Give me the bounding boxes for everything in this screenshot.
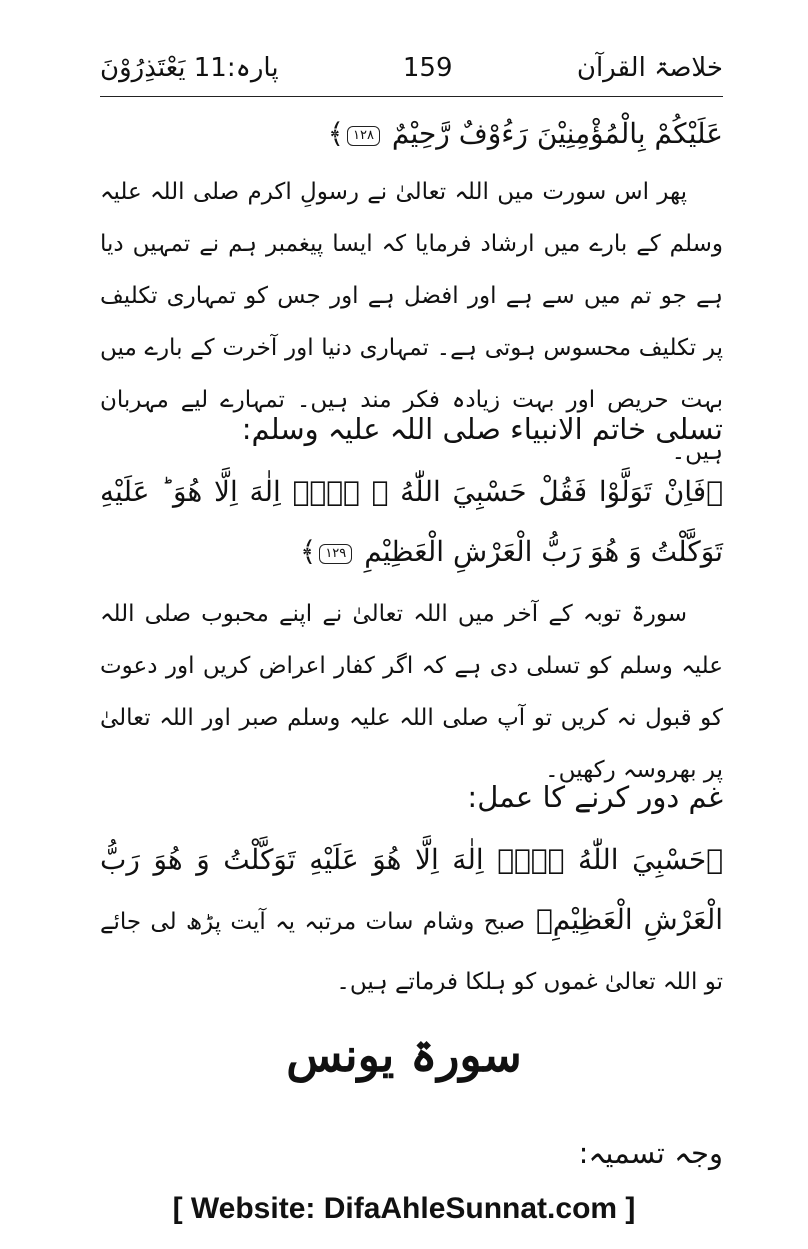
paragraph-3: صبح وشام سات مرتبہ یہ آیت پڑھ لی جائے تو اللہ تعالیٰ غموں کو ہلکا فرماتے ہیں۔ <box>100 909 723 995</box>
ayah-number-marker: ١٢٩ <box>319 544 352 564</box>
header-para-name: يَعْتَذِرُوْنَ <box>100 53 186 83</box>
header-para-info <box>100 53 279 83</box>
paragraph-1: پھر اس سورت میں اللہ تعالیٰ نے رسولِ اکرم صلی اللہ علیہ وسلم کے بارے میں ارشاد فرمایا کہ ایسا پیغمبر ہم نے تمہیں دیا ہے جو تم میں سے ہے اور افضل ہے اور جس کو تمہاری تکلیف پر تکلیف محسوس ہوتی ہے۔ تمہاری دنیا اور آخرت کے بارے میں بہت حریص اور بہت زیادہ فکر مند ہیں۔ تمہارے لیے مہربان ہیں۔ <box>100 179 723 465</box>
paragraph-2: سورۃ توبہ کے آخر میں اللہ تعالیٰ نے اپنے محبوب صلی اللہ علیہ وسلم کو تسلی دی ہے کہ اگر کفار اعراض کریں اور دعوت کو قبول نہ کریں تو آپ صلی اللہ علیہ وسلم صبر اور اللہ تعالیٰ پر بھروسہ رکھیں۔ <box>100 601 723 783</box>
verse-top <box>100 104 723 164</box>
heading-wajah-tasmiya: وجہ تسمیہ: <box>578 1136 723 1170</box>
heading-gham: غم دور کرنے کا عمل: <box>467 780 723 814</box>
surah-title: سورۃ یونس <box>286 1028 522 1082</box>
page-number: 159 <box>402 53 453 83</box>
verse-2 <box>100 462 723 582</box>
ayah-number-marker: ١٢٨ <box>347 126 380 146</box>
verse-2-text: فَاِنْ تَوَلَّوْا فَقُلْ حَسْبِيَ اللّٰهُ ۖ لَاۤ اِلٰهَ اِلَّا هُوَ ؕ عَلَيْهِ تَوَكَّلْتُ وَ هُوَ رَبُّ الْعَرْشِ الْعَظِيْمِ <box>100 475 723 568</box>
verse-close-bracket: ﴾ <box>535 903 553 936</box>
verse-open-bracket: ﴿ <box>706 843 723 876</box>
verse-close-bracket: ﴾ <box>327 117 345 150</box>
header-rule <box>100 96 723 97</box>
website-footer: [ Website: DifaAhleSunnat.com ] <box>172 1192 636 1225</box>
page-header <box>100 44 723 92</box>
verse-open-bracket: ﴿ <box>706 475 723 508</box>
verse-close-bracket: ﴾ <box>299 535 317 568</box>
book-title: خلاصۃ القرآن <box>576 53 723 83</box>
header-para: پارہ:11 <box>193 53 279 83</box>
verse-3-block <box>100 830 723 1010</box>
verse-top-text: عَلَيْكُمْ بِالْمُؤْمِنِيْنَ رَءُوْفٌ رَّحِيْمٌ <box>391 117 723 150</box>
verse-3-text: حَسْبِيَ اللّٰهُ لَاۤ اِلٰهَ اِلَّا هُوَ عَلَيْهِ تَوَكَّلْتُ وَ هُوَ رَبُّ الْعَرْشِ الْعَظِيْمِ <box>100 843 724 936</box>
heading-tasalli: تسلی خاتم الانبیاء صلی اللہ علیہ وسلم: <box>241 412 723 446</box>
